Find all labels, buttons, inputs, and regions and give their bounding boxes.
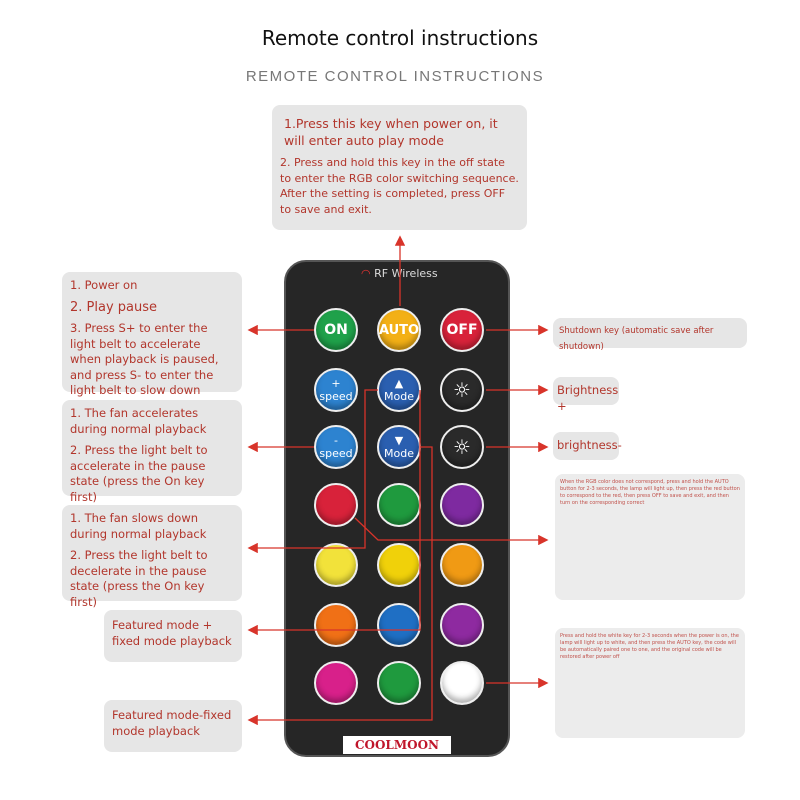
note-speed-down-2: 2. Press the light belt to decelerate in the pause state (press the On key first) xyxy=(70,548,208,609)
note-mode-down: Featured mode-fixed mode playback xyxy=(104,700,242,752)
page-title: Remote control instructions xyxy=(261,26,539,50)
arrow-mode-up xyxy=(250,390,420,630)
arrow-rgb xyxy=(355,518,546,540)
triangle-down-icon: ▼ xyxy=(394,434,404,447)
mode-up-label: Mode xyxy=(384,390,414,403)
note-brightness-up: Brightness + xyxy=(553,377,619,405)
note-on-1: 1. Power on xyxy=(70,278,138,292)
note-auto-1: 1.Press this key when power on, it will enter auto play mode xyxy=(284,116,498,148)
note-white: Press and hold the white key for 2-3 seconds when the power is on, the lamp will light up to white, and then press the AUTO key, the code will be automatically paired one to one, and the original code will be restored after power off xyxy=(555,628,745,738)
speed-up-symbol: + xyxy=(331,377,341,390)
note-speed-down-1: 1. The fan slows down during normal playback xyxy=(70,511,207,541)
speed-down-label: speed xyxy=(319,447,353,460)
arrow-speed-up xyxy=(250,390,378,548)
sun-down-icon: ☼ xyxy=(453,435,471,459)
off-button[interactable]: OFF xyxy=(440,308,484,352)
note-mode-up: Featured mode + fixed mode playback xyxy=(104,610,242,662)
speed-down-symbol: - xyxy=(334,434,338,447)
rf-wireless-text: RF Wireless xyxy=(374,267,438,280)
mode-down-label: Mode xyxy=(384,447,414,460)
note-speed-up-1: 1. The fan accelerates during normal playback xyxy=(70,406,207,436)
note-on-2: 2. Play pause xyxy=(70,299,158,315)
on-button[interactable]: ON xyxy=(314,308,358,352)
triangle-up-icon: ▲ xyxy=(394,377,404,390)
auto-button[interactable]: AUTO xyxy=(377,308,421,352)
note-rgb: When the RGB color does not correspond, press and hold the AUTO button for 2-3 seconds, the lamp will light up, then press the red button to correspond to the red, then press OFF to save and exit, and then turn on the corresponding correct xyxy=(555,474,745,600)
speed-up-label: speed xyxy=(319,390,353,403)
sun-up-icon: ☼ xyxy=(453,378,471,402)
note-off: Shutdown key (automatic save after shutdown) xyxy=(553,318,747,348)
wireless-icon: ◠ xyxy=(361,267,375,280)
page-subtitle: REMOTE CONTROL INSTRUCTIONS xyxy=(245,68,545,85)
note-brightness-down: brightness- xyxy=(553,432,619,460)
note-on-3: 3. Press S+ to enter the light belt to accelerate when playback is paused, and press S- to enter the light belt to slow down xyxy=(70,321,219,397)
note-auto-2: 2. Press and hold this key in the off state to enter the RGB color switching sequence. After the setting is completed, press OFF to save and exit. xyxy=(280,156,519,216)
arrow-mode-down xyxy=(250,447,432,720)
note-speed-up-2: 2. Press the light belt to accelerate in the pause state (press the On key first) xyxy=(70,443,208,504)
brand-logo: COOLMOON xyxy=(343,736,451,754)
